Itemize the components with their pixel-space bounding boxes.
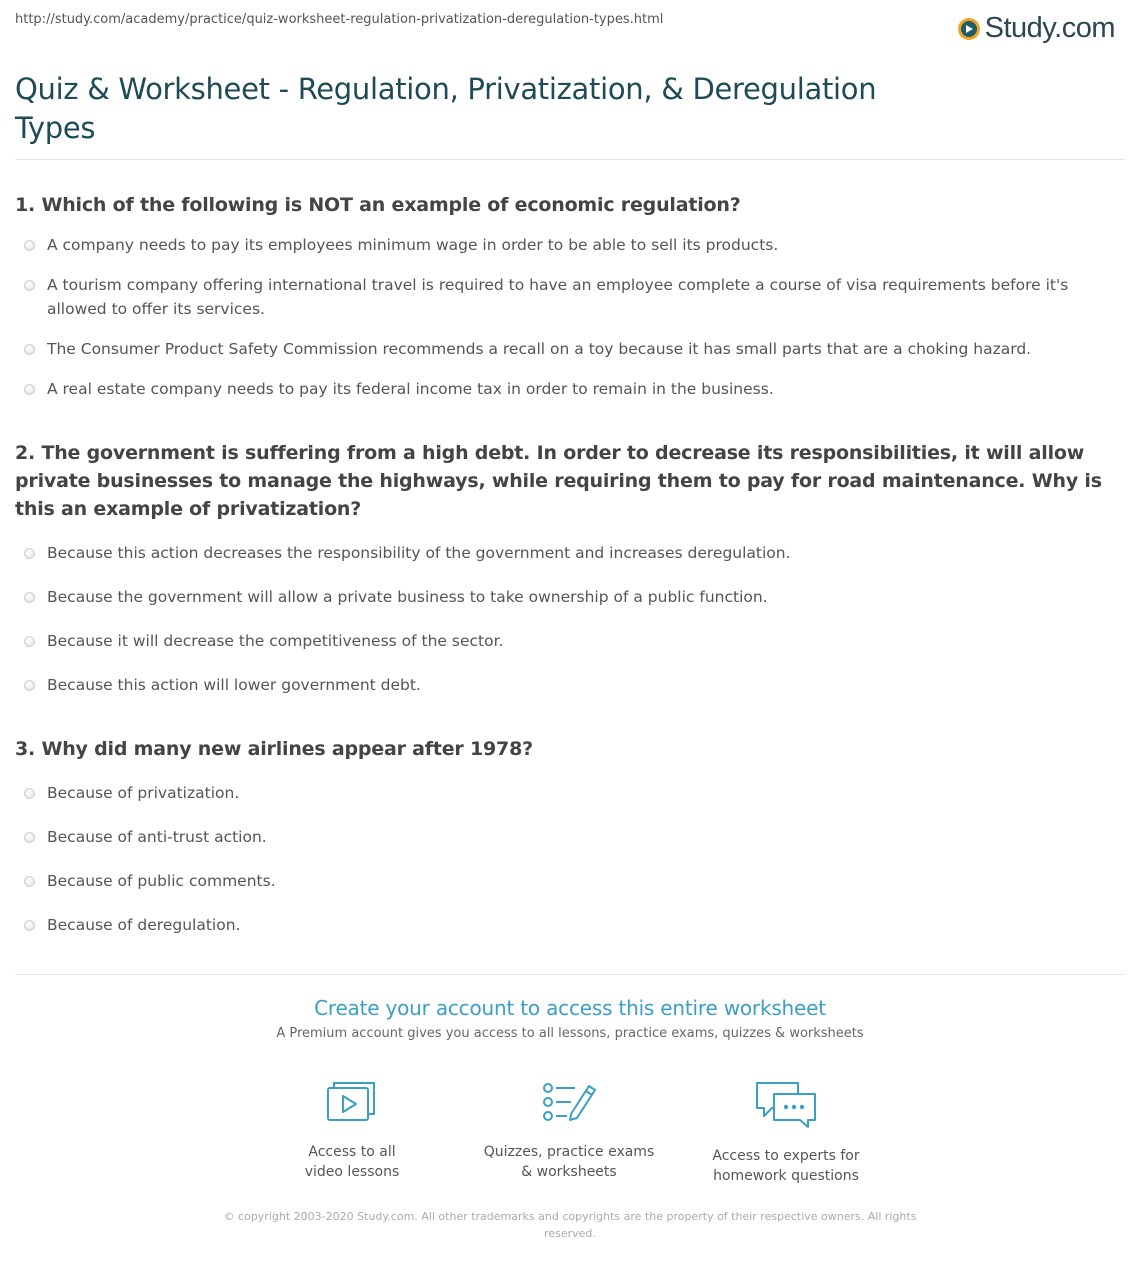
- answer-text: Because the government will allow a private business to take ownership of a public function.: [47, 588, 768, 606]
- question-title: 1. Which of the following is NOT an example of economic regulation?: [15, 194, 741, 216]
- quiz-checklist-icon: [541, 1080, 597, 1124]
- question-3: [15, 735, 1125, 937]
- answer-option[interactable]: [15, 273, 1125, 321]
- answer-text: A real estate company needs to pay its federal income tax in order to remain in the business.: [47, 380, 774, 398]
- chat-bubbles-icon: [754, 1080, 818, 1128]
- answer-option[interactable]: [15, 629, 1125, 653]
- feature-label: Access to experts for homework questions: [712, 1148, 860, 1184]
- answer-text: The Consumer Product Safety Commission recommends a recall on a toy because it has small parts that are a choking hazard.: [47, 340, 1032, 358]
- feature-quizzes: [469, 1080, 669, 1182]
- radio-button-icon[interactable]: [24, 344, 35, 355]
- feature-video-lessons: [252, 1080, 452, 1182]
- feature-label: Access to all video lessons: [304, 1144, 400, 1180]
- radio-button-icon[interactable]: [24, 384, 35, 395]
- page-url: http://study.com/academy/practice/quiz-worksheet-regulation-privatization-deregulation-types.html: [15, 12, 664, 27]
- answer-text: Because of public comments.: [47, 872, 276, 890]
- top-bar: [15, 12, 1125, 42]
- radio-button-icon[interactable]: [24, 240, 35, 251]
- answer-text: A company needs to pay its employees minimum wage in order to be able to sell its products.: [47, 236, 779, 254]
- radio-button-icon[interactable]: [24, 636, 35, 647]
- radio-button-icon[interactable]: [24, 592, 35, 603]
- answer-options: [15, 541, 1125, 697]
- answer-text: Because it will decrease the competitiveness of the sector.: [47, 632, 504, 650]
- study-logo[interactable]: [958, 12, 1115, 45]
- answer-option[interactable]: [15, 337, 1125, 361]
- answer-text: Because of deregulation.: [47, 916, 241, 934]
- answer-text: Because of privatization.: [47, 784, 240, 802]
- video-lessons-icon: [326, 1080, 378, 1124]
- answer-option[interactable]: [15, 869, 1125, 893]
- answer-text: Because of anti-trust action.: [47, 828, 267, 846]
- answer-text: Because this action decreases the responsibility of the government and increases deregulation.: [47, 544, 791, 562]
- answer-text: Because this action will lower government debt.: [47, 676, 421, 694]
- answer-option[interactable]: [15, 825, 1125, 849]
- question-title: 3. Why did many new airlines appear after 1978?: [15, 738, 533, 760]
- copyright-notice: © copyright 2003-2020 Study.com. All other trademarks and copyrights are the property of their respective owners. All rights reserved.: [223, 1210, 917, 1240]
- radio-button-icon[interactable]: [24, 548, 35, 559]
- answer-option[interactable]: [15, 673, 1125, 697]
- logo-text: Study.com: [984, 12, 1115, 44]
- answer-options: [15, 781, 1125, 937]
- feature-experts: [686, 1080, 886, 1186]
- title-divider: [15, 159, 1125, 160]
- radio-button-icon[interactable]: [24, 280, 35, 291]
- answer-option[interactable]: [15, 585, 1125, 609]
- answer-option[interactable]: [15, 233, 1125, 257]
- answer-option[interactable]: [15, 377, 1125, 401]
- answer-option[interactable]: [15, 913, 1125, 937]
- radio-button-icon[interactable]: [24, 832, 35, 843]
- feature-label: Quizzes, practice exams & worksheets: [483, 1144, 655, 1180]
- question-1: [15, 191, 1125, 401]
- answer-option[interactable]: [15, 541, 1125, 565]
- radio-button-icon[interactable]: [24, 788, 35, 799]
- answer-text: A tourism company offering international travel is required to have an employee complete a course of visa requirements before it's allowed to offer its services.: [47, 276, 1069, 318]
- answer-options: [15, 233, 1125, 401]
- question-2: [15, 439, 1125, 697]
- signup-cta: [0, 996, 1140, 1041]
- radio-button-icon[interactable]: [24, 876, 35, 887]
- cta-subtitle: A Premium account gives you access to all lessons, practice exams, quizzes & worksheets: [276, 1026, 864, 1041]
- cta-title-link[interactable]: Create your account to access this entire worksheet: [314, 996, 826, 1020]
- play-logo-icon: [958, 18, 980, 40]
- radio-button-icon[interactable]: [24, 680, 35, 691]
- cta-divider: [15, 974, 1125, 975]
- answer-option[interactable]: [15, 781, 1125, 805]
- question-title: 2. The government is suffering from a high debt. In order to decrease its responsibilities, it will allow private businesses to manage the highways, while requiring them to pay for road maintenance. Why is this an example of privatization?: [15, 442, 1102, 520]
- radio-button-icon[interactable]: [24, 920, 35, 931]
- page-title: Quiz & Worksheet - Regulation, Privatization, & Deregulation Types: [15, 72, 877, 145]
